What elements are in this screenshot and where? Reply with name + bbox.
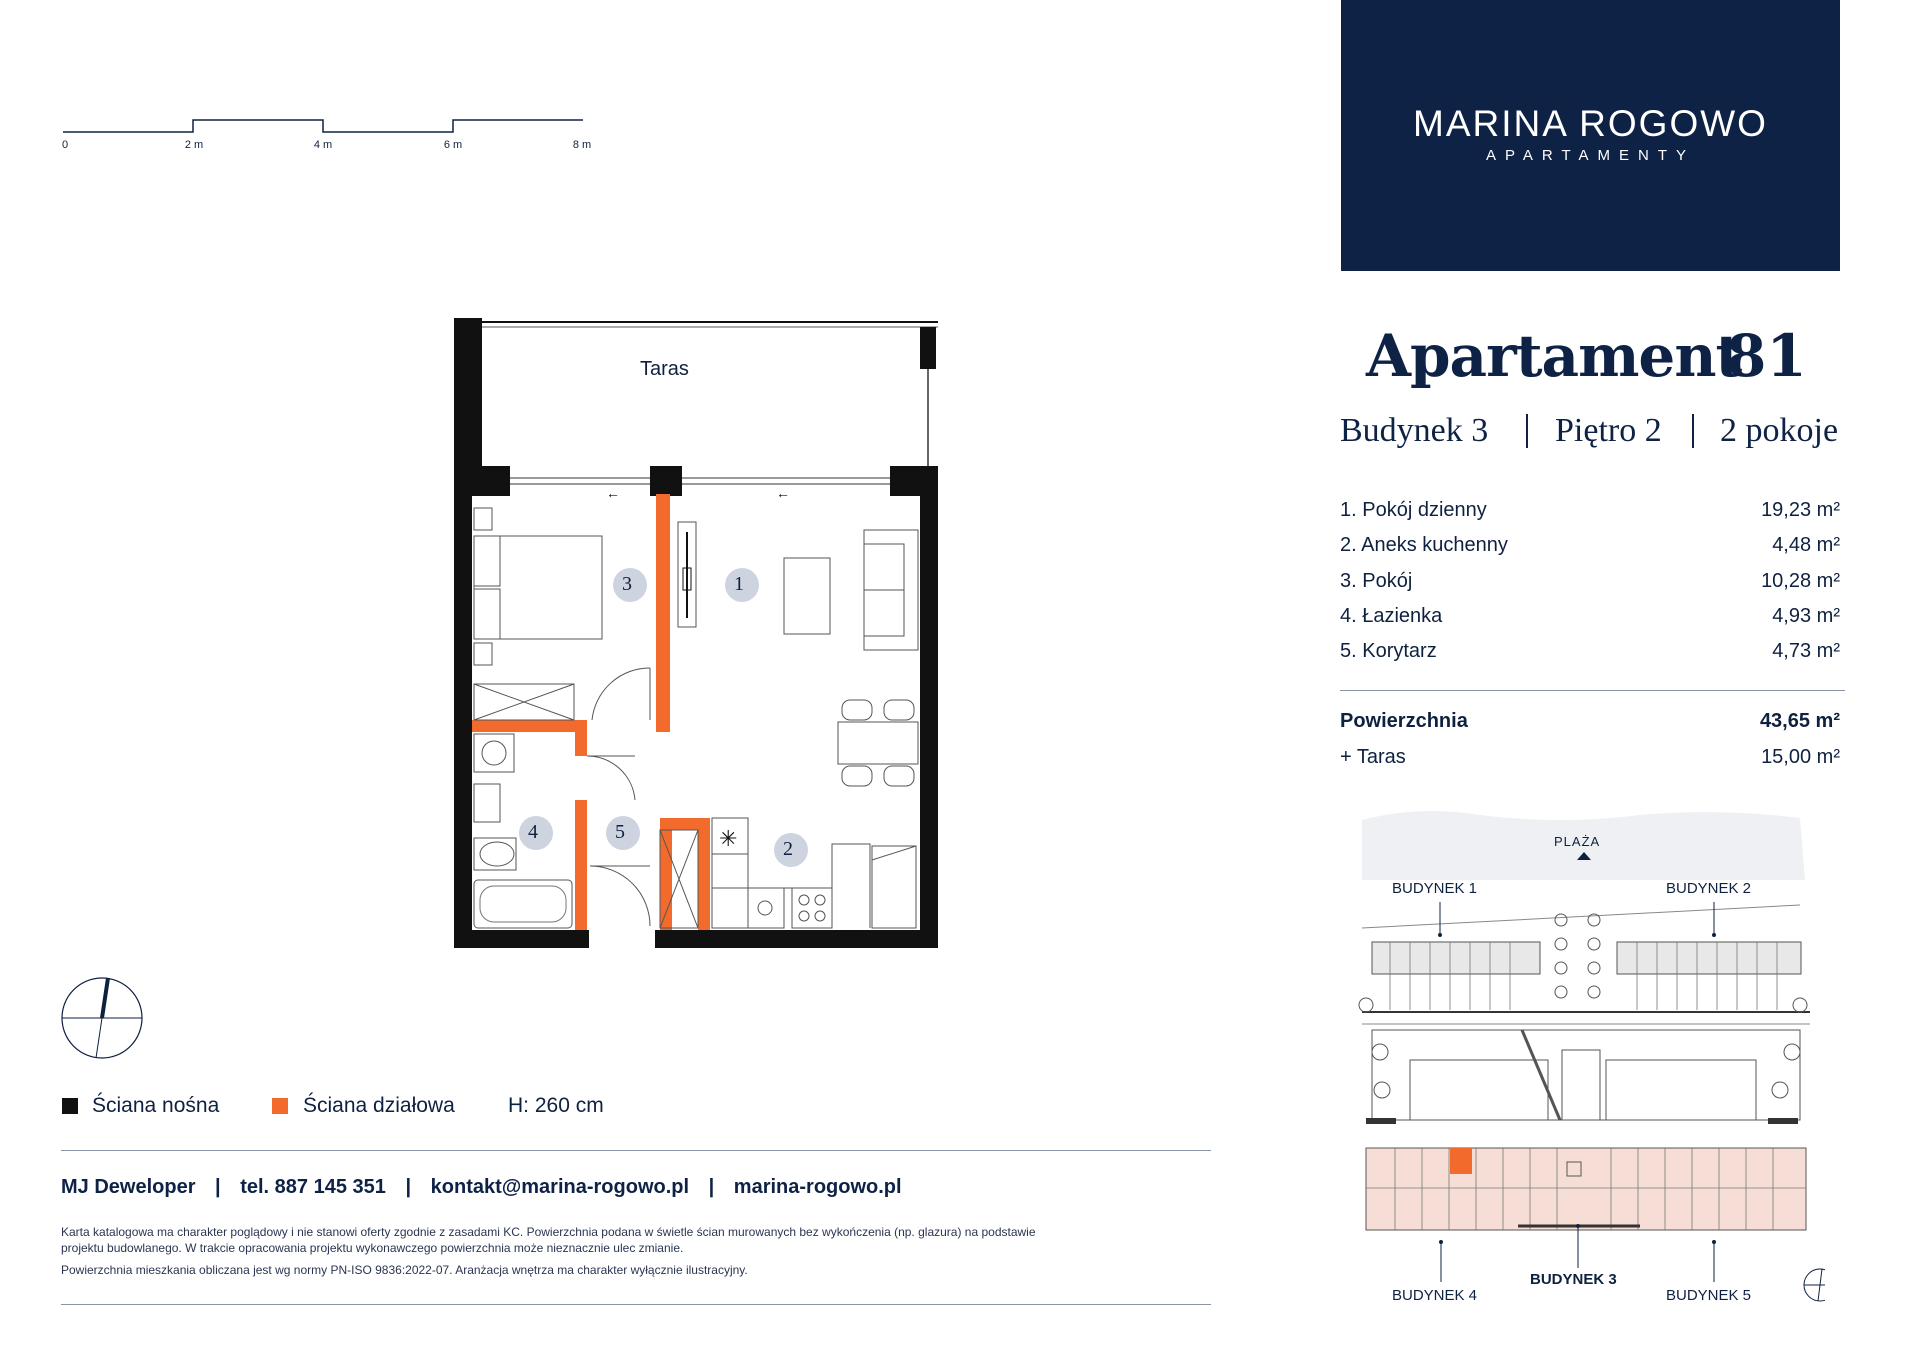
room-name: 5. Korytarz — [1340, 640, 1437, 662]
divider — [1526, 414, 1528, 448]
email-link[interactable]: kontakt@marina-rogowo.pl — [430, 1176, 690, 1198]
terrace-area-value: 15,00 m² — [1761, 746, 1840, 768]
room-name: 1. Pokój dzienny — [1340, 499, 1487, 521]
building-2-label: BUDYNEK 2 — [1666, 880, 1752, 897]
phone-link[interactable]: tel. 887 145 351 — [240, 1176, 386, 1198]
company-name: MJ Deweloper — [61, 1176, 196, 1198]
building-5-label: BUDYNEK 5 — [1666, 1287, 1752, 1304]
scale-tick-label: 4 m — [313, 139, 333, 151]
building-4-label: BUDYNEK 4 — [1392, 1287, 1478, 1304]
scale-bar-graphic — [55, 112, 595, 142]
legend-bearing-label: Ściana nośna — [92, 1094, 220, 1117]
apartment-title: Apartament — [1366, 322, 1742, 390]
legend-partition-label: Ściana działowa — [303, 1094, 455, 1117]
footer-divider — [61, 1150, 1211, 1151]
building-label: Budynek 3 — [1340, 412, 1489, 449]
room-area: 10,28 m² — [1761, 570, 1840, 592]
contact-bar — [61, 1176, 902, 1199]
beach-label: PLAŻA — [1554, 834, 1601, 849]
terrace-label: Taras — [640, 358, 689, 380]
brand-name: MARINA ROGOWO — [1413, 103, 1768, 144]
disclaimer-line: Karta katalogowa ma charakter poglądowy i nie stanowi oferty zgodnie z zasadami KC. Powierzchnia podana w świetle ścian murowanych bez wykończenia (np. glazura) na podstawie — [61, 1225, 1036, 1239]
disclaimer — [61, 1224, 1241, 1278]
total-area-label: Powierzchnia — [1340, 710, 1468, 732]
building-3-label: BUDYNEK 3 — [1530, 1271, 1617, 1288]
footer-divider — [61, 1304, 1211, 1305]
scale-tick-label: 0 — [61, 139, 69, 151]
room-name: 4. Łazienka — [1340, 605, 1443, 627]
room-marker: 1 — [734, 573, 744, 595]
divider: | — [708, 1176, 715, 1198]
room-marker: 2 — [783, 838, 793, 860]
room-marker: 3 — [622, 573, 632, 595]
room-name: 2. Aneks kuchenny — [1340, 534, 1508, 556]
svg-text:✳: ✳ — [719, 826, 738, 851]
website-link[interactable]: marina-rogowo.pl — [733, 1176, 902, 1198]
disclaimer-line: Powierzchnia mieszkania obliczana jest wg normy PN-ISO 9836:2022-07. Aranżacja wnętrza ma charakter wyłącznie ilustracyjny. — [61, 1263, 748, 1277]
disclaimer-line: projektu budowlanego. W trakcie opracowania projektu wykonawczego powierzchnia może nieznacznie ulec zmianie. — [61, 1241, 684, 1255]
ceiling-height-label: H: 260 cm — [508, 1094, 604, 1117]
divider — [1692, 414, 1694, 448]
total-area-value: 43,65 m² — [1759, 710, 1840, 732]
scale-tick-label: 2 m — [184, 139, 204, 151]
room-name: 3. Pokój — [1340, 570, 1413, 592]
floor-plan — [440, 300, 960, 960]
room-marker: 4 — [528, 821, 538, 843]
legend-bearing-swatch — [62, 1098, 78, 1114]
brand-subtitle: APARTAMENTY — [1485, 147, 1696, 164]
apartment-number: 81 — [1726, 322, 1807, 390]
room-area: 4,73 m² — [1772, 640, 1840, 662]
scale-tick-label: 8 m — [572, 139, 592, 151]
legend-partition-swatch — [272, 1098, 288, 1114]
scale-tick-label: 6 m — [443, 139, 463, 151]
divider: | — [215, 1176, 221, 1198]
room-area: 4,93 m² — [1772, 605, 1840, 627]
divider: | — [405, 1176, 412, 1198]
rooms-count-label: 2 pokoje — [1720, 412, 1839, 449]
svg-text:←: ← — [606, 485, 620, 501]
room-area: 4,48 m² — [1772, 534, 1840, 556]
svg-text:←: ← — [776, 485, 790, 501]
floor-label: Piętro 2 — [1555, 412, 1662, 449]
table-divider — [1340, 690, 1845, 691]
brand-logo — [1341, 0, 1840, 271]
terrace-area-label: + Taras — [1340, 746, 1406, 768]
compass-icon — [58, 974, 146, 1062]
room-area: 19,23 m² — [1761, 499, 1840, 521]
building-1-label: BUDYNEK 1 — [1392, 880, 1478, 897]
room-marker: 5 — [615, 821, 625, 843]
